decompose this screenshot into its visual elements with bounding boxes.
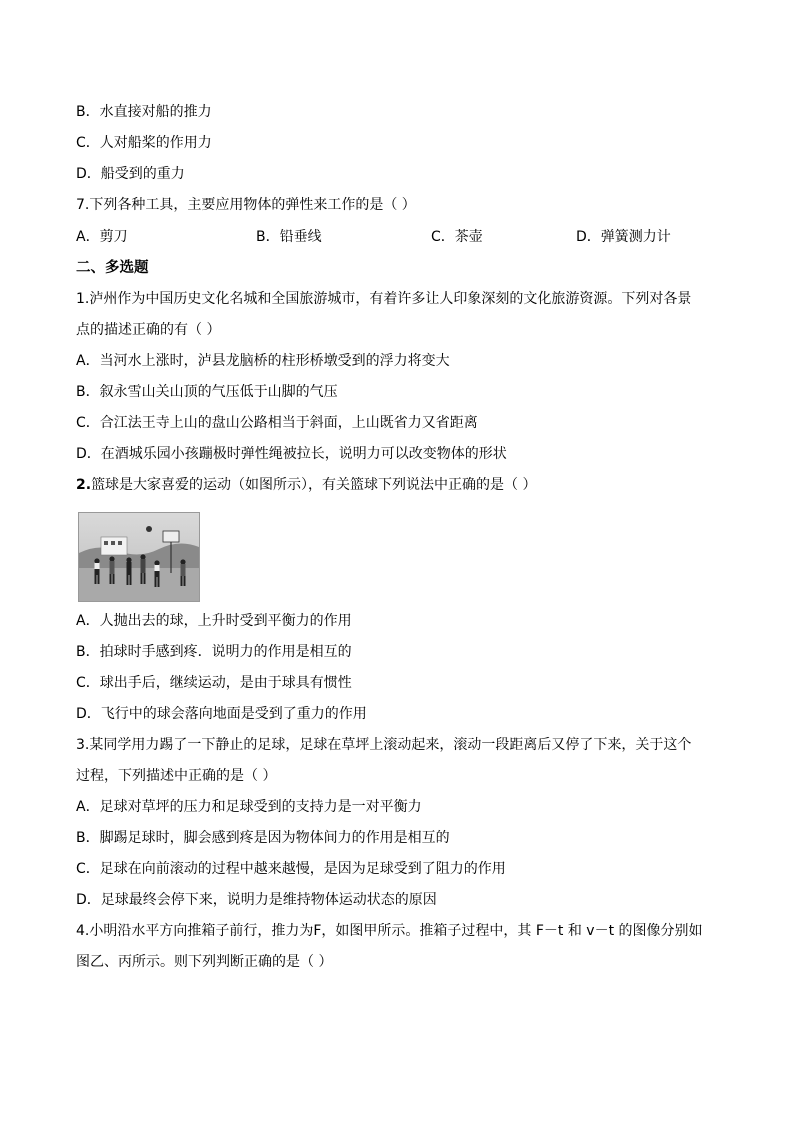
mq1-stem-line2: 点的描述正确的有（ ）: [76, 322, 221, 338]
option-d: D．弹簧测力计: [576, 229, 671, 245]
basketball-photo: [78, 512, 200, 602]
question-number: 2.: [76, 477, 92, 493]
option-b: B．脚踢足球时，脚会感到疼是因为物体间力的作用是相互的: [76, 830, 450, 846]
option-c: C．人对船桨的作用力: [76, 135, 212, 151]
option-d: D．飞行中的球会落向地面是受到了重力的作用: [76, 706, 367, 722]
option-a: A．剪刀: [76, 229, 128, 245]
option-d: D．足球最终会停下来，说明力是维持物体运动状态的原因: [76, 892, 437, 908]
option-c: C．茶壶: [431, 229, 483, 245]
mq1-stem-line1: 1.泸州作为中国历史文化名城和全国旅游城市，有着许多让人印象深刻的文化旅游资源。下列对各景: [76, 291, 692, 307]
option-b: B．水直接对船的推力: [76, 104, 212, 120]
mq2-stem-text: 篮球是大家喜爱的运动（如图所示），有关篮球下列说法中正确的是（ ）: [91, 477, 537, 493]
section-heading: 二、多选题: [76, 260, 149, 276]
question-7-stem: 7.下列各种工具，主要应用物体的弹性来工作的是（ ）: [76, 197, 416, 213]
option-d: D．在酒城乐园小孩蹦极时弹性绳被拉长，说明力可以改变物体的形状: [76, 446, 507, 462]
mq4-stem-line1: 4.小明沿水平方向推箱子前行，推力为F，如图甲所示。推箱子过程中，其 F－t 和 v－t 的图像分别如: [76, 923, 703, 939]
mq3-stem-line2: 过程，下列描述中正确的是（ ）: [76, 768, 277, 784]
option-b: B．铅垂线: [256, 229, 322, 245]
mq2-stem: [76, 475, 537, 495]
option-a: A．当河水上涨时，泸县龙脑桥的柱形桥墩受到的浮力将变大: [76, 353, 450, 369]
option-a: A．人抛出去的球，上升时受到平衡力的作用: [76, 613, 352, 629]
option-a: A．足球对草坪的压力和足球受到的支持力是一对平衡力: [76, 799, 422, 815]
question-7-options: [76, 227, 716, 247]
option-c: C．合江法王寺上山的盘山公路相当于斜面，上山既省力又省距离: [76, 415, 478, 431]
option-d: D．船受到的重力: [76, 166, 185, 182]
option-c: C．足球在向前滚动的过程中越来越慢，是因为足球受到了阻力的作用: [76, 861, 506, 877]
option-b: B．叙永雪山关山顶的气压低于山脚的气压: [76, 384, 338, 400]
option-c: C．球出手后，继续运动，是由于球具有惯性: [76, 675, 352, 691]
option-b: B．拍球时手感到疼．说明力的作用是相互的: [76, 644, 352, 660]
mq3-stem-line1: 3.某同学用力踢了一下静止的足球，足球在草坪上滚动起来，滚动一段距离后又停了下来，关于这个: [76, 737, 692, 753]
mq4-stem-line2: 图乙、丙所示。则下列判断正确的是（ ）: [76, 954, 333, 970]
